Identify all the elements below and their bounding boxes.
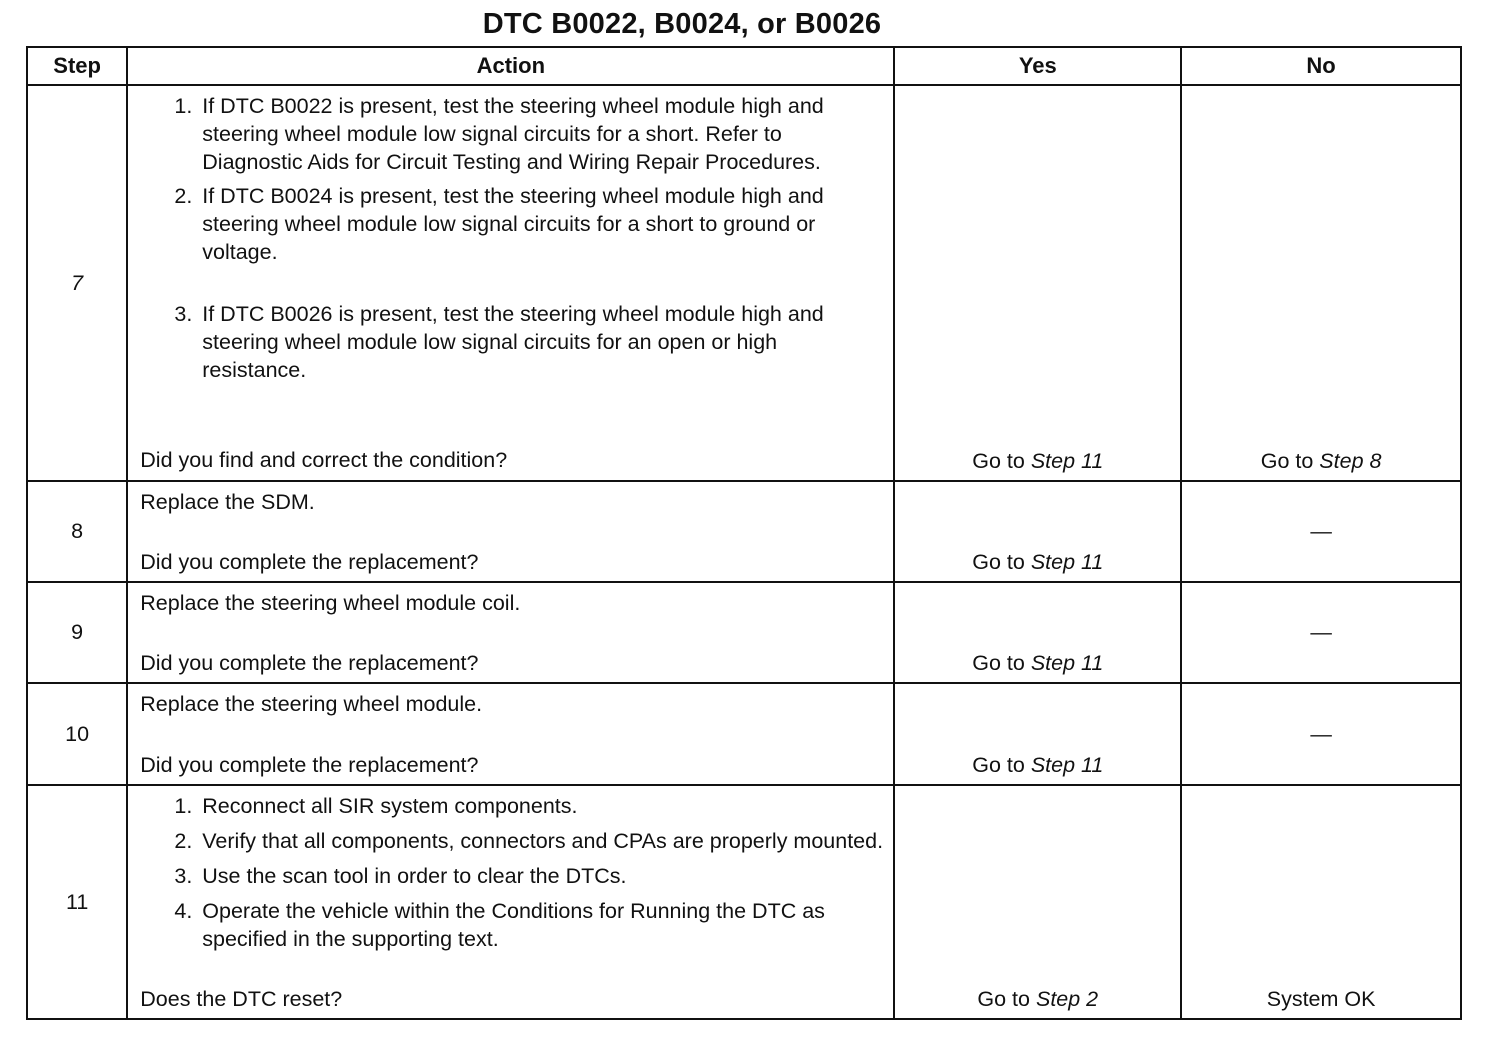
no-cell: — — [1181, 582, 1461, 683]
header-row — [27, 47, 1461, 85]
header-step: Step — [27, 47, 127, 85]
question-text: Did you complete the replacement? — [140, 753, 479, 777]
goto-step-link: Step 11 — [1030, 753, 1104, 777]
page-title: DTC B0022, B0024, or B0026 — [482, 8, 882, 40]
goto-step-link: Step 2 — [1035, 987, 1099, 1011]
step-number: 7 — [27, 85, 127, 481]
goto-step-link: Step 8 — [1319, 449, 1382, 473]
step-number: 8 — [27, 481, 127, 582]
question-text: Does the DTC reset? — [140, 987, 343, 1011]
header-yes: Yes — [894, 47, 1181, 85]
goto-prefix: Go to — [972, 449, 1025, 473]
yes-cell — [894, 785, 1181, 1019]
header-action: Action — [127, 47, 894, 85]
question-text: Did you complete the replacement? — [140, 651, 479, 675]
action-item: 1. If DTC B0022 is present, test the steering wheel module high and steering wheel module low signal circuits for a short. Refer to Diagnostic Aids for Circuit Testing and Wiring Repair Procedures. — [198, 92, 883, 176]
action-item: 3. Use the scan tool in order to clear the DTCs. — [198, 862, 883, 890]
action-item: 3. If DTC B0026 is present, test the steering wheel module high and steering wheel module low signal circuits for an open or high resistance. — [198, 300, 883, 384]
action-text: Replace the steering wheel module. — [140, 692, 483, 716]
table-row — [27, 85, 1461, 481]
action-cell — [127, 785, 894, 1019]
action-list — [140, 792, 883, 953]
yes-cell — [894, 481, 1181, 582]
step-number: 10 — [27, 683, 127, 785]
goto-step-link: Step 11 — [1030, 449, 1104, 473]
action-item: 2. Verify that all components, connectors and CPAs are properly mounted. — [198, 827, 883, 855]
goto-prefix: Go to — [972, 550, 1025, 574]
table-row — [27, 683, 1461, 785]
no-cell: — — [1181, 683, 1461, 785]
goto-prefix: Go to — [972, 753, 1025, 777]
dtc-diagnostic-table — [26, 46, 1462, 1020]
table-row — [27, 582, 1461, 683]
action-cell — [127, 481, 894, 582]
action-item: 2. If DTC B0024 is present, test the steering wheel module high and steering wheel module low signal circuits for a short to ground or voltage. — [198, 182, 883, 266]
yes-cell — [894, 85, 1181, 481]
action-list — [140, 92, 883, 384]
header-no: No — [1181, 47, 1461, 85]
no-cell — [1181, 85, 1461, 481]
no-cell: System OK — [1181, 785, 1461, 1019]
action-cell — [127, 85, 894, 481]
action-cell — [127, 683, 894, 785]
yes-cell — [894, 683, 1181, 785]
goto-prefix: Go to — [977, 987, 1030, 1011]
goto-step-link: Step 11 — [1030, 550, 1104, 574]
step-number: 11 — [27, 785, 127, 1019]
action-text: Replace the SDM. — [140, 490, 315, 514]
action-item: 4. Operate the vehicle within the Conditions for Running the DTC as specified in the supporting text. — [198, 897, 883, 953]
step-number: 9 — [27, 582, 127, 683]
question-text: Did you complete the replacement? — [140, 550, 479, 574]
table-row — [27, 481, 1461, 582]
question-text: Did you find and correct the condition? — [140, 448, 508, 472]
action-cell — [127, 582, 894, 683]
no-cell: — — [1181, 481, 1461, 582]
goto-step-link: Step 11 — [1030, 651, 1104, 675]
goto-prefix: Go to — [1260, 449, 1314, 473]
table-row — [27, 785, 1461, 1019]
yes-cell — [894, 582, 1181, 683]
action-item: 1. Reconnect all SIR system components. — [198, 792, 883, 820]
goto-prefix: Go to — [972, 651, 1025, 675]
action-text: Replace the steering wheel module coil. — [140, 591, 521, 615]
